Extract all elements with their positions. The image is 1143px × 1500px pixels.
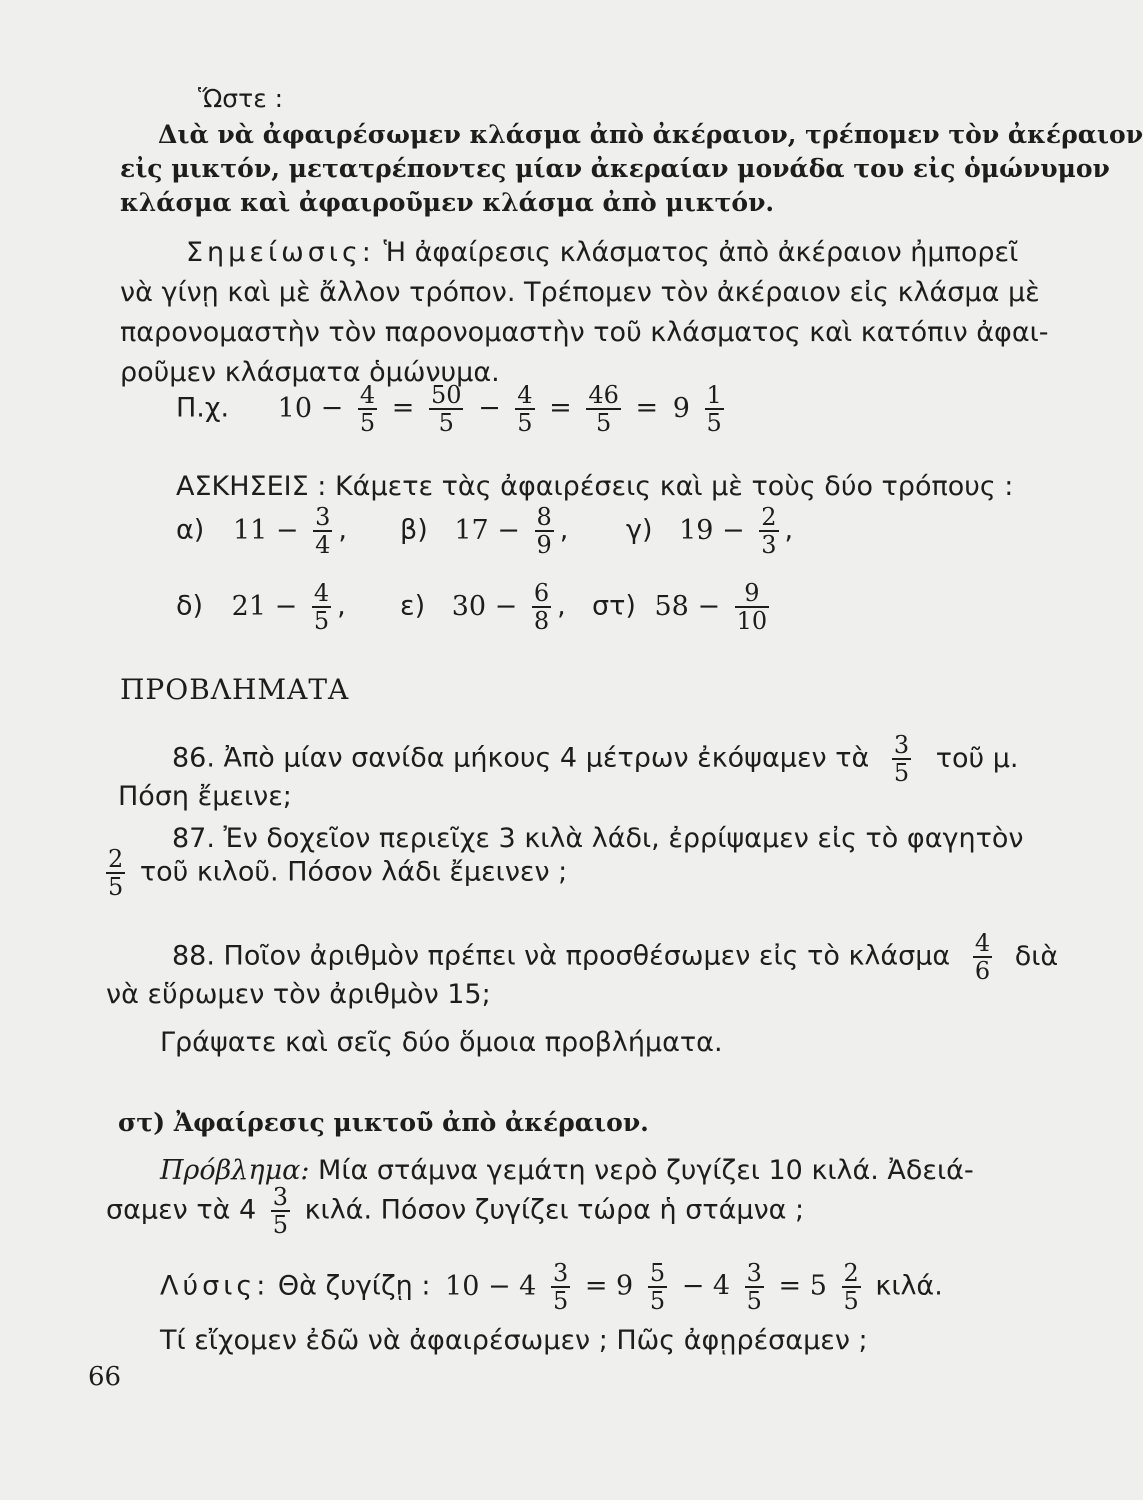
problem-text: Μία στάμνα γεμάτη νερὸ ζυγίζει 10 κιλά. Ἀδειά- bbox=[318, 1155, 974, 1186]
equals-sign: = bbox=[549, 392, 572, 424]
problem-88-line-1: 88. Ποῖον ἀριθμὸν πρέπει νὰ προσθέσωμεν εἰς τὸ κλάσμα $\frac{4}{6}$ διὰ bbox=[172, 928, 1059, 985]
rule-line-2: εἰς μικτόν, μετατρέποντες μίαν ἀκεραίαν μονάδα του εἰς ὁμώνυμον bbox=[120, 154, 1110, 183]
exercise-e: ε) 30 − $\frac{6}{8}$ , bbox=[400, 578, 566, 635]
rule-line-1: Διὰ νὰ ἀφαιρέσωμεν κλάσμα ἀπὸ ἀκέραιον, τρέπομεν τὸν ἀκέραιον bbox=[158, 120, 1143, 149]
equals-sign: = bbox=[391, 392, 415, 424]
note-line-3: παρονομαστὴν τὸν παρονομαστὴν τοῦ κλάσματος καὶ κατόπιν ἀφαι- bbox=[120, 317, 1049, 348]
note-label: Σημείωσις: bbox=[186, 237, 375, 268]
exercise-c: γ) 19 − $\frac{2}{3}$ , bbox=[626, 502, 794, 559]
example-whole: 10 bbox=[277, 392, 313, 424]
problems-heading: ΠΡΟΒΛΗΜΑΤΑ bbox=[120, 673, 350, 706]
intro-text: Ὥστε : bbox=[198, 84, 284, 113]
exercise-f: στ) 58 − $\frac{9}{10}$ bbox=[592, 578, 768, 635]
closing-question: Τί εἴχομεν ἐδῶ νὰ ἀφαιρέσωμεν ; Πῶς ἀφῃρέσαμεν ; bbox=[160, 1325, 868, 1356]
section-problem-line-2: σαμεν τὰ 4 $\frac{3}{5}$ κιλά. Πόσον ζυγίζει τώρα ἡ στάμνα ; bbox=[106, 1182, 805, 1239]
exercises-label: ΑΣΚΗΣΕΙΣ : bbox=[176, 471, 327, 502]
example-fraction-3: $\frac{4}{5}$ bbox=[517, 380, 533, 437]
solution-line: Λύσις: Θὰ ζυγίζῃ : 10 − 4 $\frac{3}{5}$ = 9 $\frac{5}{5}$ − 4 $\frac{3}{5}$ = 5 $\frac{2}{5}$ κιλά. bbox=[160, 1258, 943, 1315]
example-label: Π.χ. bbox=[176, 392, 230, 424]
problem-87-line-2: $\frac{2}{5}$ τοῦ κιλοῦ. Πόσον λάδι ἔμεινεν ; bbox=[108, 844, 568, 901]
section-title: στ) Ἀφαίρεσις μικτοῦ ἀπὸ ἀκέραιον. bbox=[118, 1108, 649, 1137]
problem-86-line-1: 86. Ἀπὸ μίαν σανίδα μήκους 4 μέτρων ἐκόψαμεν τὰ $\frac{3}{5}$ τοῦ μ. bbox=[172, 730, 1019, 787]
exercise-b: β) 17 − $\frac{8}{9}$ , bbox=[400, 502, 569, 559]
example-fraction-5: $\frac{1}{5}$ bbox=[706, 380, 722, 437]
example-fraction-2: $\frac{50}{5}$ bbox=[430, 380, 462, 437]
problem-88-line-2: νὰ εὕρωμεν τὸν ἀριθμὸν 15; bbox=[106, 979, 491, 1010]
example-equation bbox=[176, 378, 730, 439]
problem-86-line-2: Πόση ἔμεινε; bbox=[118, 781, 292, 812]
exercise-a: α) 11 − $\frac{3}{4}$ , bbox=[176, 502, 347, 559]
rule-line-3: κλάσμα καὶ ἀφαιροῦμεν κλάσμα ἀπὸ μικτόν. bbox=[120, 188, 775, 217]
exercises-instruction: Κάμετε τὰς ἀφαιρέσεις καὶ μὲ τοὺς δύο τρόπους : bbox=[334, 471, 1014, 502]
minus-sign: − bbox=[478, 392, 501, 424]
example-fraction-1: $\frac{4}{5}$ bbox=[359, 380, 376, 437]
solution-label: Λύσις: bbox=[160, 1270, 270, 1302]
problem-label: Πρόβλημα: bbox=[160, 1155, 310, 1186]
exercises-header bbox=[176, 470, 1013, 504]
example-result-whole: 9 bbox=[672, 392, 690, 424]
page-number: 66 bbox=[88, 1362, 122, 1392]
note-text-1: Ἡ ἀφαίρεσις κλάσματος ἀπὸ ἀκέραιον ἠμπορεῖ bbox=[383, 237, 1019, 268]
note-line-2: νὰ γίνῃ καὶ μὲ ἄλλον τρόπον. Τρέπομεν τὸν ἀκέραιον εἰς κλάσμα μὲ bbox=[120, 277, 1040, 308]
example-fraction-4: $\frac{46}{5}$ bbox=[588, 380, 619, 437]
equals-sign: = bbox=[635, 392, 659, 424]
example-minus: − bbox=[320, 392, 344, 424]
problem-87-line-1: 87. Ἐν δοχεῖον περιεῖχε 3 κιλὰ λάδι, ἐρρίψαμεν εἰς τὸ φαγητὸν bbox=[172, 823, 1024, 854]
exercise-d: δ) 21 − $\frac{4}{5}$ , bbox=[176, 578, 346, 635]
note-line-1 bbox=[186, 236, 1018, 270]
problem-88-line-3: Γράψατε καὶ σεῖς δύο ὅμοια προβλήματα. bbox=[160, 1027, 723, 1058]
note-line-4: ροῦμεν κλάσματα ὁμώνυμα. bbox=[120, 357, 500, 388]
